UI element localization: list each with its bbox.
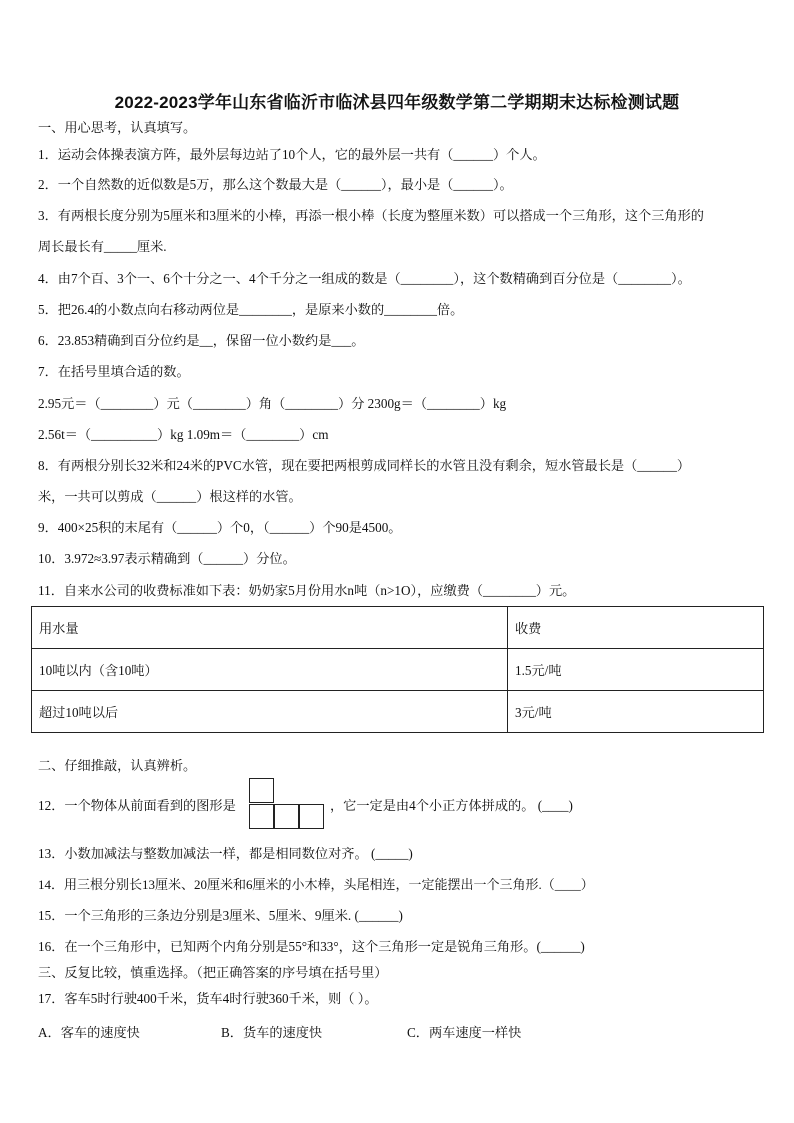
table-row <box>32 649 764 691</box>
option-a: A．客车的速度快 <box>38 1025 140 1040</box>
question-13: 13．小数加减法与整数加减法一样，都是相同数位对齐。 (_____) <box>38 846 413 861</box>
fee-table <box>31 606 764 733</box>
question-17: 17．客车5时行驶400千米，货车4时行驶360千米，则（ ）。 <box>38 991 378 1006</box>
table-cell: 10吨以内（含10吨） <box>32 649 508 691</box>
question-8-line-2: 米，一共可以剪成（______）根这样的水管。 <box>38 489 302 504</box>
exam-title: 2022-2023学年山东省临沂市临沭县四年级数学第二学期期末达标检测试题 <box>114 93 680 112</box>
section-2-heading: 二、仔细推敲，认真辨析。 <box>38 758 197 773</box>
table-header-row <box>32 607 764 649</box>
table-cell: 超过10吨以后 <box>32 691 508 733</box>
question-2: 2．一个自然数的近似数是5万，那么这个数最大是（______），最小是（______）。 <box>38 177 513 192</box>
table-cell: 1.5元/吨 <box>508 649 764 691</box>
question-7-row-a: 2.95元＝（________）元（________）角（________）分 2300g＝（________）kg <box>38 396 507 411</box>
table-header-cell: 收费 <box>508 607 764 649</box>
question-16: 16．在一个三角形中，已知两个内角分别是55°和33°，这个三角形一定是锐角三角形。(______) <box>38 939 585 954</box>
question-11: 11．自来水公司的收费标准如下表：奶奶家5月份用水n吨（n>1O），应缴费（________）元。 <box>38 583 576 598</box>
option-c: C．两车速度一样快 <box>407 1025 522 1040</box>
figure-square <box>249 778 274 803</box>
question-1: 1．运动会体操表演方阵，最外层每边站了10个人，它的最外层一共有（______）个人。 <box>38 147 546 162</box>
question-12-part-1: 12．一个物体从前面看到的图形是 <box>38 798 236 813</box>
question-14: 14．用三根分别长13厘米、20厘米和6厘米的小木棒，头尾相连，一定能摆出一个三角形.（____） <box>38 877 594 892</box>
question-7: 7．在括号里填合适的数。 <box>38 364 190 379</box>
section-3-heading: 三、反复比较，慎重选择。（把正确答案的序号填在括号里） <box>38 965 388 980</box>
question-5: 5．把26.4的小数点向右移动两位是________，是原来小数的________倍。 <box>38 302 464 317</box>
question-3-line-1: 3．有两根长度分别为5厘米和3厘米的小棒，再添一根小棒（长度为整厘米数）可以搭成一个三角形，这个三角形的 <box>38 208 704 223</box>
question-6: 6．23.853精确到百分位约是__，保留一位小数约是___。 <box>38 333 365 348</box>
question-10: 10．3.972≈3.97表示精确到（______）分位。 <box>38 551 296 566</box>
question-9: 9．400×25积的末尾有（______）个0，（______）个90是4500。 <box>38 520 402 535</box>
option-b: B．货车的速度快 <box>221 1025 323 1040</box>
question-12-part-2: ，它一定是由4个小正方体拼成的。 (____) <box>330 798 573 813</box>
figure-square <box>274 804 299 829</box>
table-cell: 3元/吨 <box>508 691 764 733</box>
table-header-cell: 用水量 <box>32 607 508 649</box>
front-view-figure <box>249 778 329 832</box>
table-row <box>32 691 764 733</box>
figure-square <box>299 804 324 829</box>
figure-square <box>249 804 274 829</box>
question-8-line-1: 8．有两根分别长32米和24米的PVC水管，现在要把两根剪成同样长的水管且没有剩余，短水管最长是（______） <box>38 458 691 473</box>
question-7-row-b: 2.56t＝（__________）kg 1.09m＝（________）cm <box>38 427 329 442</box>
question-15: 15．一个三角形的三条边分别是3厘米、5厘米、9厘米. (______) <box>38 908 403 923</box>
question-3-line-2: 周长最长有_____厘米. <box>38 239 167 254</box>
question-4: 4．由7个百、3个一、6个十分之一、4个千分之一组成的数是（________），这个数精确到百分位是（________）。 <box>38 271 691 286</box>
section-1-heading: 一、用心思考，认真填写。 <box>38 120 197 135</box>
